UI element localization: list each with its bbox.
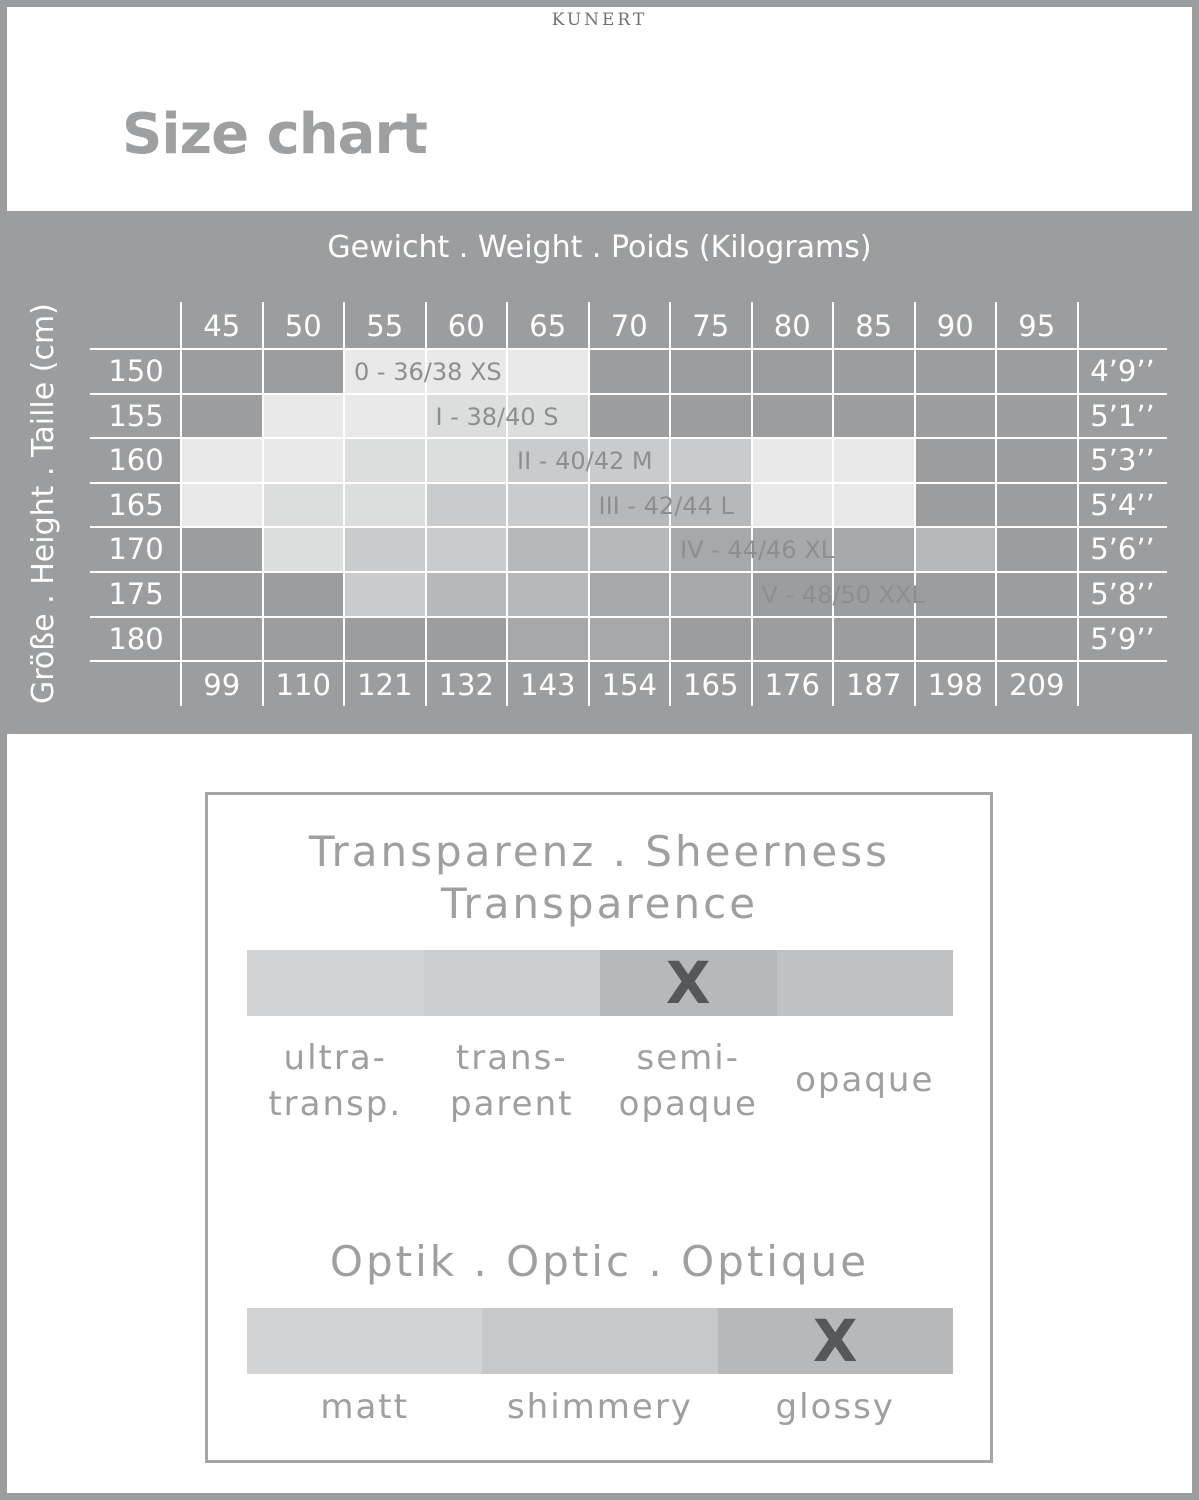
sheerness-title-line1: Transparenz . Sheerness <box>309 827 890 876</box>
size-cell <box>507 572 589 617</box>
size-cell <box>752 483 834 528</box>
size-cell <box>833 527 915 572</box>
size-cell <box>670 394 752 439</box>
weight-axis-title: Gewicht . Weight . Poids (Kilograms) <box>327 230 872 265</box>
size-cell <box>915 527 997 572</box>
size-cell <box>181 394 263 439</box>
sheerness-segment <box>247 950 424 1016</box>
grid-hline <box>90 482 1167 484</box>
grid-vline <box>914 302 916 706</box>
weight-kg-label: 50 <box>284 309 322 343</box>
sheerness-option-label <box>590 1036 787 1128</box>
weight-lb-label: 132 <box>438 668 494 702</box>
size-cell <box>996 617 1078 662</box>
size-cell <box>263 394 345 439</box>
weight-lb-label: 143 <box>520 668 576 702</box>
height-cm-label: 155 <box>108 398 164 433</box>
grid-hline <box>90 571 1167 573</box>
size-cell <box>181 349 263 394</box>
size-cell <box>670 349 752 394</box>
size-cell <box>426 572 508 617</box>
size-cell <box>996 483 1078 528</box>
optic-title: Optik . Optic . Optique <box>329 1237 870 1286</box>
grid-hline <box>90 348 1167 350</box>
size-cell <box>181 527 263 572</box>
weight-kg-label: 80 <box>773 309 811 343</box>
size-cell <box>263 572 345 617</box>
size-cell <box>670 438 752 483</box>
size-cell <box>263 527 345 572</box>
size-cell <box>181 438 263 483</box>
size-cell <box>507 617 589 662</box>
weight-kg-label: 90 <box>936 309 974 343</box>
sheerness-option-label <box>414 1036 611 1128</box>
weight-lb-label: 121 <box>357 668 413 702</box>
grid-vline <box>751 302 753 706</box>
size-cell <box>996 394 1078 439</box>
size-cell <box>263 349 345 394</box>
grid-vline <box>588 302 590 706</box>
size-cell <box>181 617 263 662</box>
height-cm-label: 180 <box>108 621 164 656</box>
size-cell <box>589 349 671 394</box>
size-cell <box>996 572 1078 617</box>
size-cell <box>426 617 508 662</box>
sheerness-option-line1: ultra- <box>283 1038 387 1078</box>
grid-vline <box>343 302 345 706</box>
sheerness-option-line2: parent <box>450 1083 574 1124</box>
size-cell <box>181 483 263 528</box>
size-cell <box>507 483 589 528</box>
size-cell <box>344 438 426 483</box>
height-axis-title: Größe . Height . Taille (cm) <box>26 303 61 704</box>
grid-hline <box>90 526 1167 528</box>
grid-hline <box>90 660 1167 662</box>
height-cm-label: 160 <box>108 443 164 478</box>
grid-vline <box>832 302 834 706</box>
size-cell <box>915 483 997 528</box>
size-cell <box>915 394 997 439</box>
height-ft-label: 5’6’’ <box>1090 532 1155 567</box>
grid-vline <box>1077 302 1079 706</box>
weight-kg-label: 95 <box>1018 309 1056 343</box>
brand-logo: KUNERT <box>551 10 648 30</box>
size-cell <box>915 438 997 483</box>
optic-segment <box>482 1308 717 1374</box>
weight-lb-label: 209 <box>1009 668 1065 702</box>
sheerness-option-line2: transp. <box>268 1083 403 1124</box>
sheerness-option-label <box>237 1036 434 1128</box>
grid-hline <box>90 437 1167 439</box>
size-cell <box>589 572 671 617</box>
height-cm-label: 170 <box>108 532 164 567</box>
weight-lb-label: 110 <box>275 668 331 702</box>
size-cell <box>996 349 1078 394</box>
weight-kg-label: 55 <box>366 309 404 343</box>
size-zone-label: IV - 44/46 XL <box>680 536 835 565</box>
size-zone-label: V - 48/50 XXL <box>761 581 925 609</box>
height-ft-label: 5’3’’ <box>1090 443 1155 478</box>
size-cell <box>833 483 915 528</box>
size-cell <box>426 438 508 483</box>
size-cell <box>344 483 426 528</box>
sheerness-option-label <box>767 1058 964 1104</box>
size-cell <box>670 617 752 662</box>
size-cell <box>915 572 997 617</box>
height-cm-label: 165 <box>108 487 164 522</box>
height-ft-label: 5’1’’ <box>1090 398 1155 433</box>
size-cell <box>752 617 834 662</box>
size-cell <box>833 349 915 394</box>
size-cell <box>752 438 834 483</box>
weight-lb-label: 198 <box>927 668 983 702</box>
weight-kg-label: 45 <box>203 309 241 343</box>
sheerness-selected-mark: X <box>665 949 711 1017</box>
size-cell <box>752 349 834 394</box>
height-cm-label: 150 <box>108 354 164 388</box>
sheerness-option-line1: opaque <box>795 1060 935 1100</box>
sheerness-option-line2: opaque <box>618 1083 758 1124</box>
height-ft-label: 4’9’’ <box>1090 354 1155 388</box>
weight-lb-label: 154 <box>601 668 657 702</box>
grid-vline <box>180 302 182 706</box>
grid-hline <box>90 393 1167 395</box>
size-cell <box>833 394 915 439</box>
size-zone-label: 0 - 36/38 XS <box>354 358 502 386</box>
size-cell <box>996 438 1078 483</box>
size-cell <box>344 572 426 617</box>
grid-hline <box>90 616 1167 618</box>
weight-kg-label: 70 <box>610 309 648 343</box>
optic-option-label: glossy <box>775 1387 895 1427</box>
size-cell <box>344 527 426 572</box>
optic-option-label: shimmery <box>506 1387 693 1427</box>
weight-lb-label: 176 <box>764 668 820 702</box>
height-ft-label: 5’4’’ <box>1090 487 1155 522</box>
size-cell <box>426 527 508 572</box>
size-cell <box>915 349 997 394</box>
size-cell <box>344 617 426 662</box>
size-cell <box>833 438 915 483</box>
size-cell <box>915 617 997 662</box>
size-cell <box>589 527 671 572</box>
weight-lb-label: 165 <box>683 668 739 702</box>
optic-option-label: matt <box>320 1387 409 1427</box>
sheerness-option-line1: trans- <box>455 1038 568 1078</box>
size-cell <box>752 394 834 439</box>
sheerness-segment <box>424 950 601 1016</box>
optic-segment <box>247 1308 482 1374</box>
size-cell <box>833 617 915 662</box>
sheerness-option-line1: semi- <box>636 1038 740 1078</box>
sheerness-title-line2: Transparence <box>440 879 759 928</box>
size-cell <box>263 617 345 662</box>
size-cell <box>589 394 671 439</box>
size-zone-label: I - 38/40 S <box>435 402 559 431</box>
height-cm-label: 175 <box>108 577 164 611</box>
page-title: Size chart <box>122 102 427 167</box>
weight-lb-label: 187 <box>846 668 902 702</box>
weight-kg-label: 85 <box>855 309 893 343</box>
size-cell <box>263 483 345 528</box>
size-cell <box>344 394 426 439</box>
grid-vline <box>995 302 997 706</box>
grid-vline <box>506 302 508 706</box>
weight-kg-label: 65 <box>529 309 567 343</box>
size-cell <box>670 572 752 617</box>
size-cell <box>507 527 589 572</box>
size-zone-label: III - 42/44 L <box>598 491 734 520</box>
size-cell <box>263 438 345 483</box>
weight-kg-label: 60 <box>447 309 485 343</box>
size-cell <box>507 349 589 394</box>
weight-lb-label: 99 <box>203 668 241 702</box>
size-zone-label: II - 40/42 M <box>517 447 653 476</box>
grid-vline <box>262 302 264 706</box>
sheerness-segment <box>777 950 954 1016</box>
optic-selected-mark: X <box>812 1307 858 1375</box>
size-cell <box>181 572 263 617</box>
size-cell <box>996 527 1078 572</box>
height-ft-label: 5’9’’ <box>1090 621 1155 656</box>
size-cell <box>426 483 508 528</box>
weight-kg-label: 75 <box>692 309 730 343</box>
size-cell <box>589 617 671 662</box>
height-ft-label: 5’8’’ <box>1090 577 1155 611</box>
